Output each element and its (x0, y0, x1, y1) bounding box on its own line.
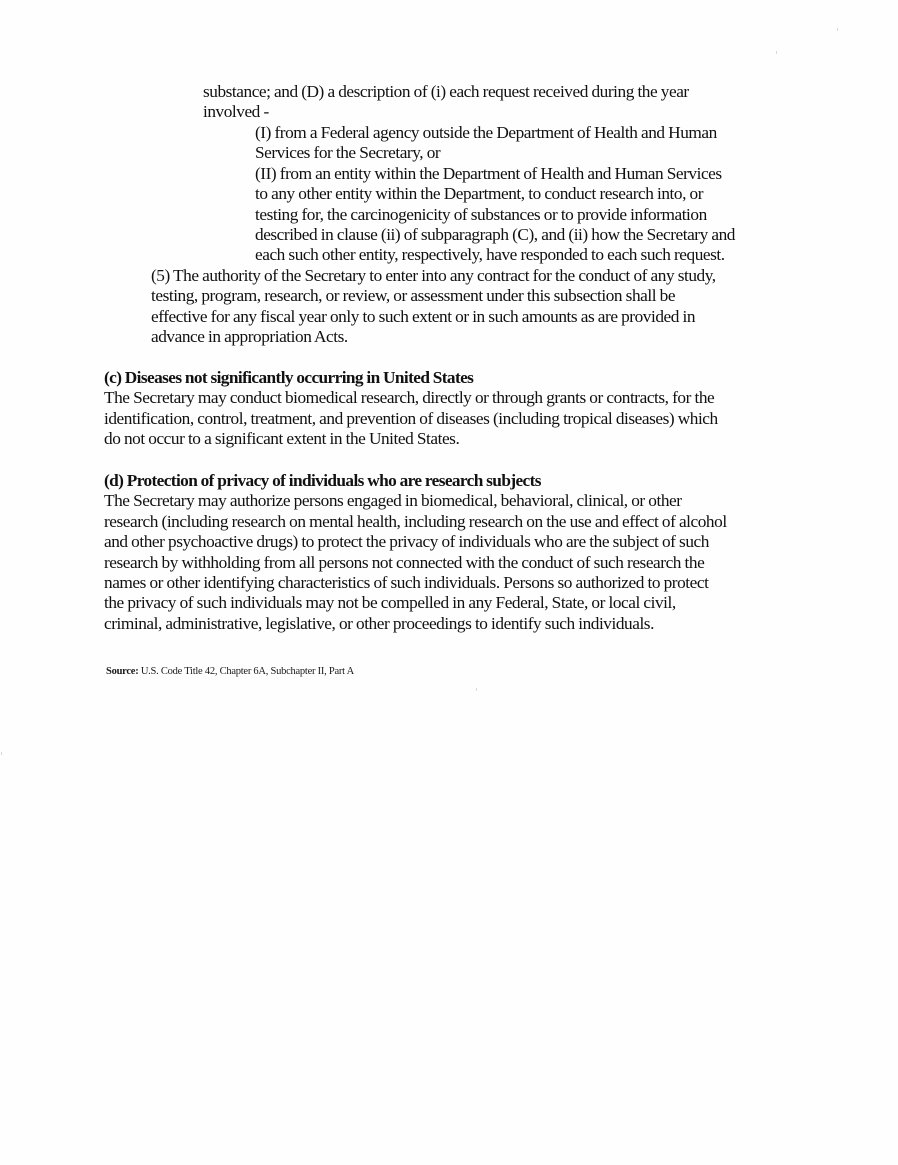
source-label: Source: (106, 666, 139, 677)
scan-speck (776, 51, 777, 54)
section-c (104, 368, 718, 450)
subclause-ii-line: described in clause (ii) of subparagraph (C), and (ii) how the Secretary and (255, 224, 735, 244)
subclause-ii-line: to any other entity within the Department, to conduct research into, or (255, 184, 704, 204)
section-d-heading: (d) Protection of privacy of individuals who are research subjects (104, 471, 541, 490)
section-d (104, 471, 727, 634)
text-line: do not occur to a significant extent in the United States. (104, 429, 460, 449)
subclause-i-line: Services for the Secretary, or (255, 143, 441, 163)
text-line: and other psychoactive drugs) to protect the privacy of individuals who are the subject of such (104, 532, 709, 552)
source-citation (106, 665, 354, 678)
text-line: criminal, administrative, legislative, or other proceedings to identify such individuals. (104, 613, 654, 633)
scan-speck (476, 688, 477, 691)
subclause-ii-line: testing for, the carcinogenicity of substances or to provide information (255, 204, 707, 224)
text-line: substance; and (D) a description of (i) each request received during the year (203, 82, 689, 101)
subclause-i-line: (I) from a Federal agency outside the Department of Health and Human (255, 123, 717, 142)
subclause-ii-line: each such other entity, respectively, have responded to each such request. (255, 245, 725, 265)
scan-speck (1, 752, 2, 755)
source-text: U.S. Code Title 42, Chapter 6A, Subchapter II, Part A (140, 666, 354, 677)
text-line: The Secretary may authorize persons engaged in biomedical, behavioral, clinical, or other (104, 491, 682, 511)
text-line: The Secretary may conduct biomedical research, directly or through grants or contracts, for the (104, 388, 715, 408)
text-line: effective for any fiscal year only to such extent or in such amounts as are provided in (151, 306, 696, 326)
text-line: (5) The authority of the Secretary to enter into any contract for the conduct of any study, (151, 266, 716, 285)
subclause-ii-line: (II) from an entity within the Department of Health and Human Services (255, 163, 722, 183)
section-c-heading: (c) Diseases not significantly occurring in United States (104, 368, 474, 387)
subclauses-i-ii (255, 123, 735, 266)
text-line: research by withholding from all persons not connected with the conduct of such research the (104, 552, 705, 572)
text-line: research (including research on mental health, including research on the use and effect of alcohol (104, 511, 727, 531)
text-line: involved - (203, 102, 269, 122)
text-line: identification, control, treatment, and prevention of diseases (including tropical diseases) which (104, 408, 718, 428)
clause-d-continuation (203, 82, 689, 123)
text-line: testing, program, research, or review, or assessment under this subsection shall be (151, 286, 676, 306)
text-line: names or other identifying characteristics of such individuals. Persons so authorized to protect (104, 572, 709, 592)
scan-speck (837, 28, 838, 31)
text-line: the privacy of such individuals may not be compelled in any Federal, State, or local civil, (104, 593, 676, 613)
paragraph-5 (151, 266, 716, 348)
text-line: advance in appropriation Acts. (151, 327, 348, 347)
